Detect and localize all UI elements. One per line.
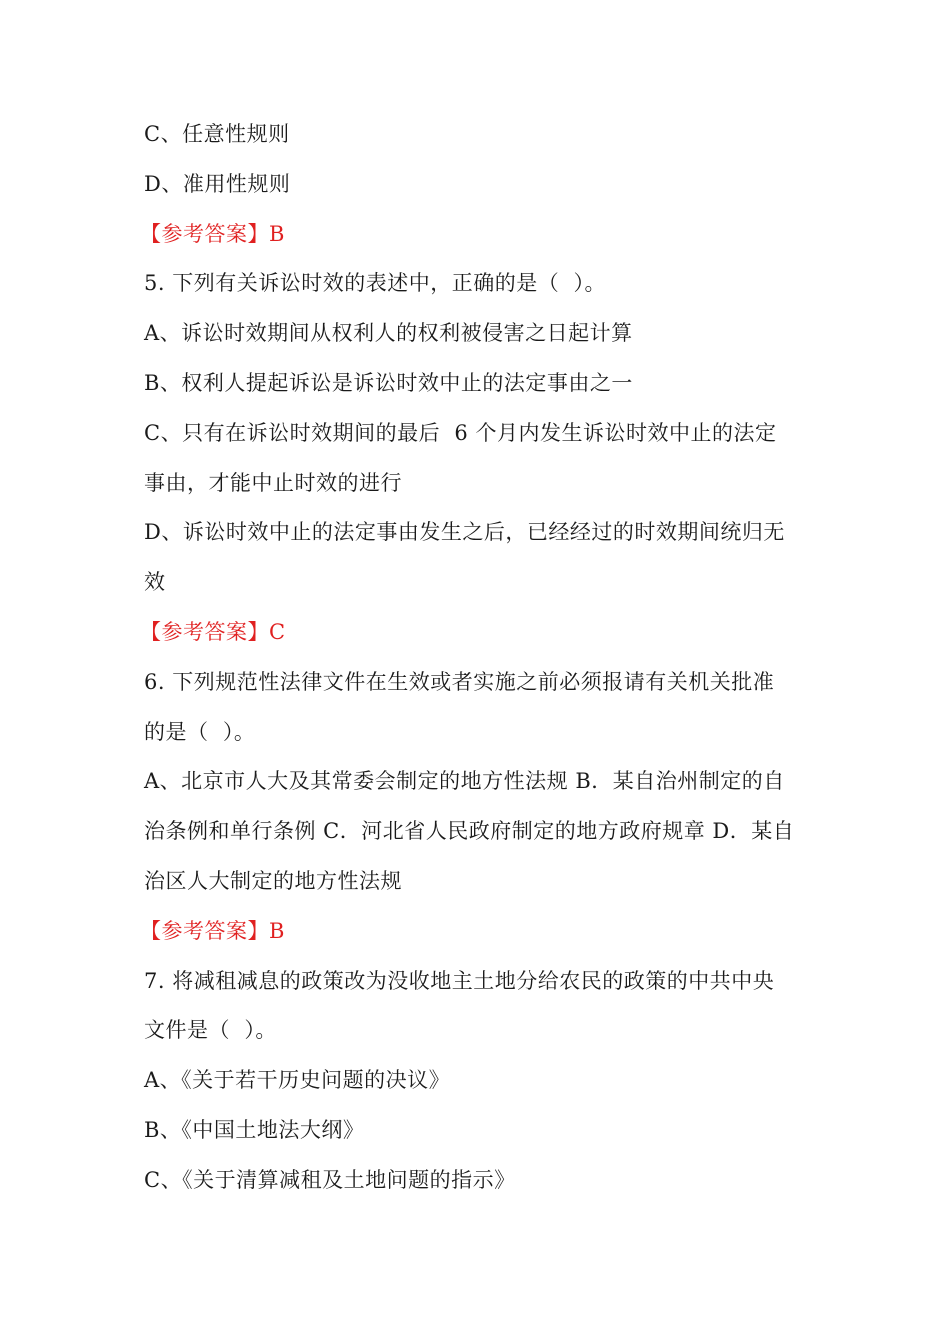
option-line-4c: C、任意性规则	[144, 122, 290, 146]
answer-line-5: 【参考答案】C	[140, 619, 286, 644]
option-line-6b: 治条例和单行条例 C．河北省人民政府制定的地方政府规章 D．某自	[144, 819, 795, 844]
question-line-7-cont: 文件是（ ）。	[144, 1018, 277, 1043]
option-line-5d: D、诉讼时效中止的法定事由发生之后，已经经过的时效期间统归无	[144, 520, 785, 545]
document-body	[140, 110, 814, 1206]
option-line-6a: A、北京市人大及其常委会制定的地方性法规 B．某自治州制定的自	[144, 769, 785, 794]
option-line-7c: C、《关于清算减租及土地问题的指示》	[144, 1167, 516, 1192]
option-line-5c: C、只有在诉讼时效期间的最后 6 个月内发生诉讼时效中止的法定	[144, 420, 777, 445]
option-line-7a: A、《关于若干历史问题的决议》	[144, 1068, 451, 1093]
question-line-7: 7. 将减租减息的政策改为没收地主土地分给农民的政策的中共中央	[144, 968, 775, 993]
option-line-5a: A、诉讼时效期间从权利人的权利被侵害之日起计算	[144, 321, 633, 346]
option-line-7b: B、《中国土地法大纲》	[144, 1117, 365, 1142]
answer-line-6: 【参考答案】B	[140, 918, 285, 943]
question-line-5: 5. 下列有关诉讼时效的表述中，正确的是（ ）。	[144, 271, 607, 296]
option-line-6c: 治区人大制定的地方性法规	[144, 868, 402, 893]
option-line-4d: D、准用性规则	[144, 171, 291, 196]
option-line-5b: B、权利人提起诉讼是诉讼时效中止的法定事由之一	[144, 370, 633, 395]
option-line-5d-cont: 效	[144, 570, 166, 595]
question-line-6-cont: 的是（ ）。	[144, 719, 256, 744]
question-line-6: 6. 下列规范性法律文件在生效或者实施之前必须报请有关机关批准	[144, 669, 775, 694]
option-line-5c-cont: 事由，才能中止时效的进行	[144, 470, 402, 495]
answer-line-4: 【参考答案】B	[140, 221, 285, 246]
